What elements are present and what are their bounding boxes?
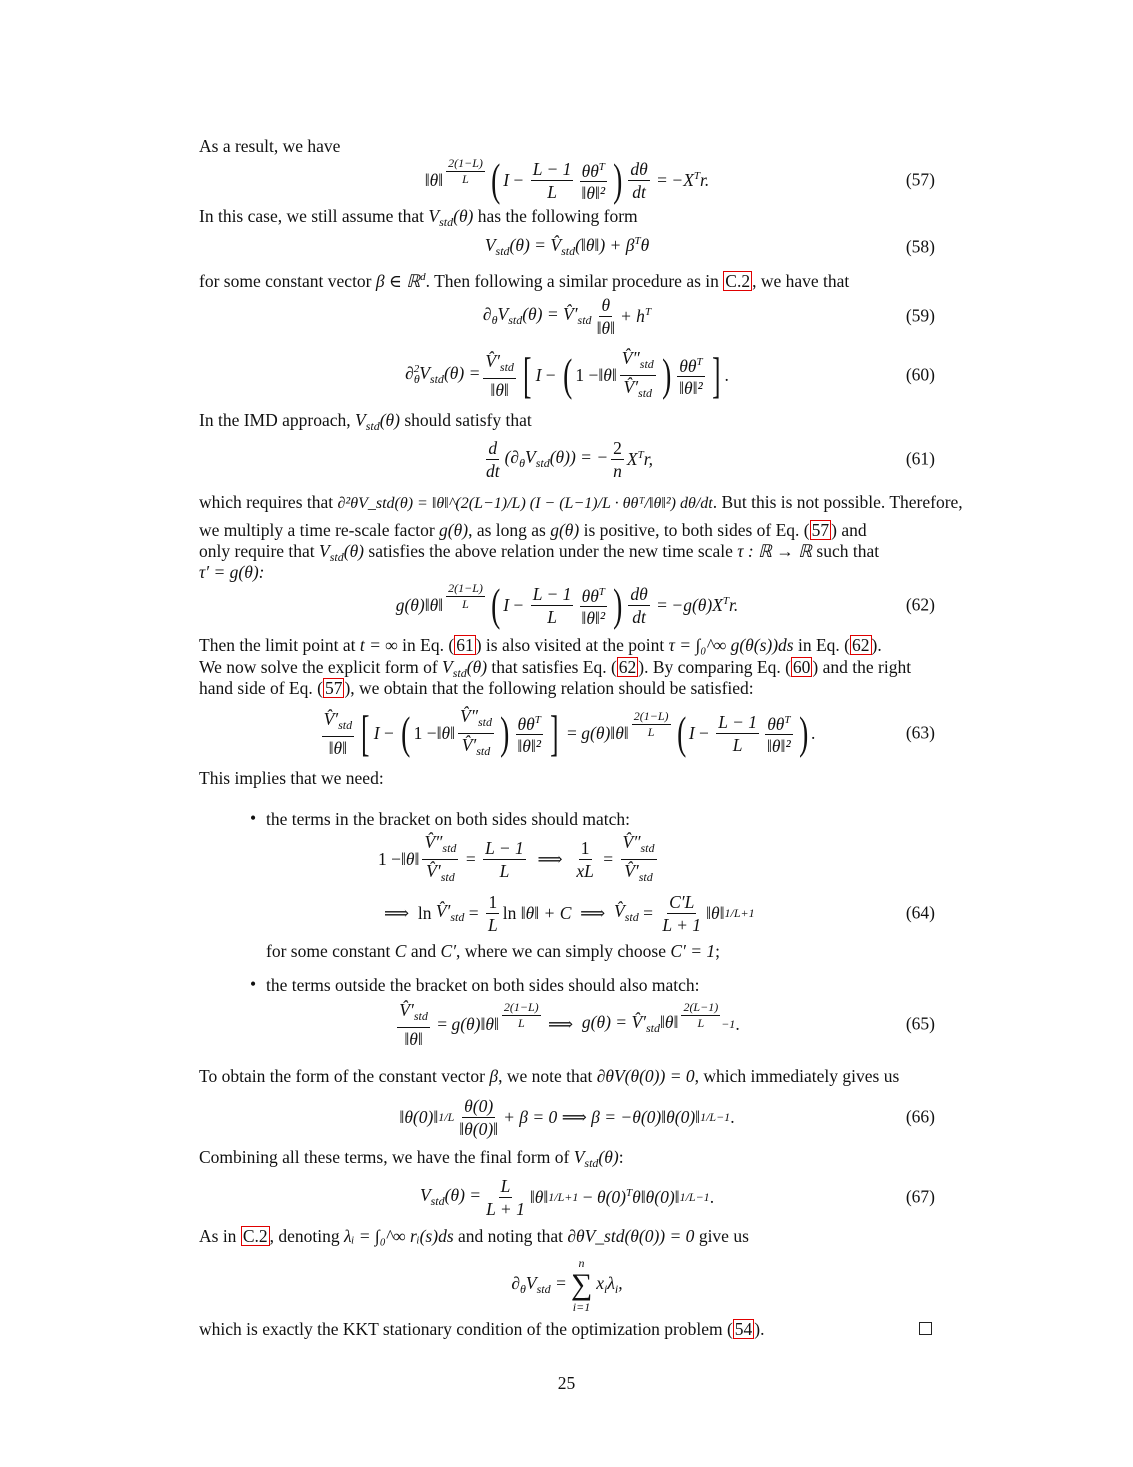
paragraph-intro: As a result, we have [199,136,341,156]
paragraph-rescale: we multiply a time re-scale factor g(θ), as long as g(θ) is positive, to both sides of Eq. ( 57 ) and [199,520,867,540]
link-section-c2[interactable]: C.2 [242,1226,268,1246]
paragraph-imd: In the IMD approach, $V_{std}(\theta)$ should satisfy that [199,410,532,433]
paragraph-limit-point: Then the limit point at t = ∞ in Eq. ( 61 ) is also visited at the point τ = ∫₀^∞ g(θ(s))ds in Eq. ( 62 ). [199,635,882,655]
equation-number: (60) [905,364,935,385]
paragraph-constants: for some constant C and C′, where we can simply choose C′ = 1; [266,941,721,961]
equation-number: (67) [905,1186,935,1207]
link-eq-61[interactable]: 61 [456,635,474,655]
equation-number: (57) [905,169,935,190]
paragraph-combining: Combining all these terms, we have the final form of $V_{std}(\theta)$: [199,1147,624,1170]
paragraph-requires: which requires that ∂²θV_std(θ) = ‖θ‖^(2(L−1)/L) (I − (L−1)/L · θθᵀ/‖θ‖²) dθ/dt. But this is not possible. Therefore, [199,492,963,512]
paragraph-tau-prime: τ′ = g(θ): [199,562,265,582]
bullet-icon: • [250,974,257,994]
equation-number: (58) [905,236,935,257]
paragraph-kkt-intro: As in C.2 , denoting λᵢ = ∫₀^∞ rᵢ(s)ds and noting that ∂θV_std(θ(0)) = 0 give us [199,1226,749,1246]
paragraph-assumption: In this case, we still assume that $V_{std}(\theta)$ has the following form [199,206,638,229]
equation-bracket-match: 1 − ‖θ‖ $\frac{V̂''_{std}}{V̂'_{std}}$ = $\frac{L - 1}{L}$ ⟹ $\frac{1}{xL}$ = $\frac{V̂''_{std}}{V̂'_{std}}$ [378,831,655,884]
paragraph-timescale: only require that $V_{std}(\theta)$ satisfies the above relation under the new time scale τ : ℝ → ℝ such that [199,541,880,564]
bullet-item-bracket: the terms in the bracket on both sides should match: [266,809,631,829]
link-section-c2[interactable]: C.2 [725,270,751,291]
bullet-item-outside: the terms outside the bracket on both sides should also match: [266,975,700,995]
link-eq-57[interactable]: 57 [324,678,343,698]
equation-63: $\frac{V̂'_{std}}{‖\theta‖}$ [ I − ( 1 − ‖θ‖ $\frac{V̂''_{std}}{V̂'_{std}}$ ) $\frac{\theta\theta^T}{\text{‖θ‖²}}$ ] = g(θ)‖θ‖ $\frac{2(1-L)}{L}$ ( I − $\frac{L - 1}{L}$ $\frac{\theta\theta^T}{\text{‖θ‖²}}$ ) . (63) [323,705,935,761]
equation-number: (64) [905,902,935,923]
equation-number: (66) [905,1106,935,1127]
equation-61: $\frac{d}{dt}$ $(\partial_\theta V_{std}(\theta))$ = − $\frac{2}{n}$ $X^Tr$, (61) [485,437,935,481]
link-eq-57[interactable]: 57 [811,520,830,540]
link-eq-62[interactable]: 62 [618,657,637,677]
equation-62: g(θ)‖θ‖ $\frac{2(1-L)}{L}$ ( I − $\frac{L - 1}{L}$ $\frac{\theta\theta^T}{\text{‖θ‖²}}$ ) $\frac{d\theta}{dt}$ = $-g(\theta)X^Tr$. (62) [395,579,935,630]
equation-number: (61) [905,448,935,469]
paragraph-hand-side: hand side of Eq. ( 57 ), we obtain that the following relation should be satisfied: [199,678,754,698]
paragraph-kkt-conclusion: which is exactly the KKT stationary condition of the optimization problem ( 54 ). [199,1319,765,1339]
equation-number: (65) [905,1013,935,1034]
bullet-icon: • [250,808,257,828]
equation-65: $\frac{V̂'_{std}}{‖\theta‖}$ = g(θ)‖θ‖ $\frac{2(1-L)}{L}$ ⟹ $g(\theta) = V̂'_{std}‖\theta‖$ $\frac{2(L-1)}{L}$ −1 . (65) [399,999,935,1049]
paragraph-implies: This implies that we need: [199,768,384,788]
equation-67: $V_{std}(\theta)$ = $\frac{L}{L + 1}$ ‖θ‖ 1/L+1 − $\theta(0)^T\theta‖\theta(0)‖$ 1/L−1 . (67) [419,1175,935,1219]
equation-57: ‖θ‖ $\frac{2(1-L)}{L}$ ( I − $\frac{L - 1}{L}$ $\frac{\theta\theta^T}{\text{‖θ‖²}}$ ) $\frac{d\theta}{dt}$ = $-X^Tr$. (57) [424,154,935,205]
equation-number: (59) [905,305,935,326]
link-eq-60[interactable]: 60 [792,657,811,677]
paragraph-explicit-form: We now solve the explicit form of $V_{std}(\theta)$ that satisfies Eq. ( 62 ). By comparing Eq. ( 60 ) and the right [199,657,912,680]
equation-59: $\partial_\theta V_{std}(\theta)$ = $V̂'_{std}$ $\frac{\theta}{‖\theta‖}$ + $h^T$ (59) [482,294,935,338]
link-eq-62[interactable]: 62 [852,635,870,655]
equation-64: ⟹ ln $V̂'_{std}$ = $\frac{1}{L}$ ln ‖θ‖ + C ⟹ $V̂_{std}$ = $\frac{C'L}{L + 1}$ ‖θ‖ 1/L+1 (64) [384,891,935,935]
link-eq-54[interactable]: 54 [734,1319,753,1339]
equation-60: $\partial_\theta^2V_{std}(\theta)$ = $\frac{V̂'_{std}}{‖\theta‖}$ [ I − ( 1 − ‖θ‖ $\frac{V̂''_{std}}{V̂'_{std}}$ ) $\frac{\theta\theta^T}{\text{‖θ‖²}}$ ] . (60) [405,347,935,403]
page-number: 25 [557,1373,576,1393]
paragraph-beta: To obtain the form of the constant vector β, we note that ∂θV(θ(0)) = 0, which immediately gives us [199,1066,900,1086]
equation-number: (63) [905,722,935,743]
equation-number: (62) [905,594,935,615]
equation-sum: $\partial_\theta V_{std}$ = n ∑ i=1 $x_i\lambda_i$, [511,1256,623,1314]
equation-66: ‖θ(0)‖ 1/L $\frac{\theta(0)}{‖\theta(0)‖}$ + β = 0 ⟹ β = −θ(0)‖θ(0)‖ 1/L−1 . (66) [399,1095,935,1139]
equation-58: $V_{std}(\theta)$ = $V̂_{std}(‖\theta‖) + \beta^T\theta$ (58) [484,235,935,258]
paragraph-procedure: for some constant vector β ∈ ℝ$^d$. Then following a similar procedure as in C.2 , we have that [199,270,850,291]
qed-square-icon [919,1322,932,1335]
